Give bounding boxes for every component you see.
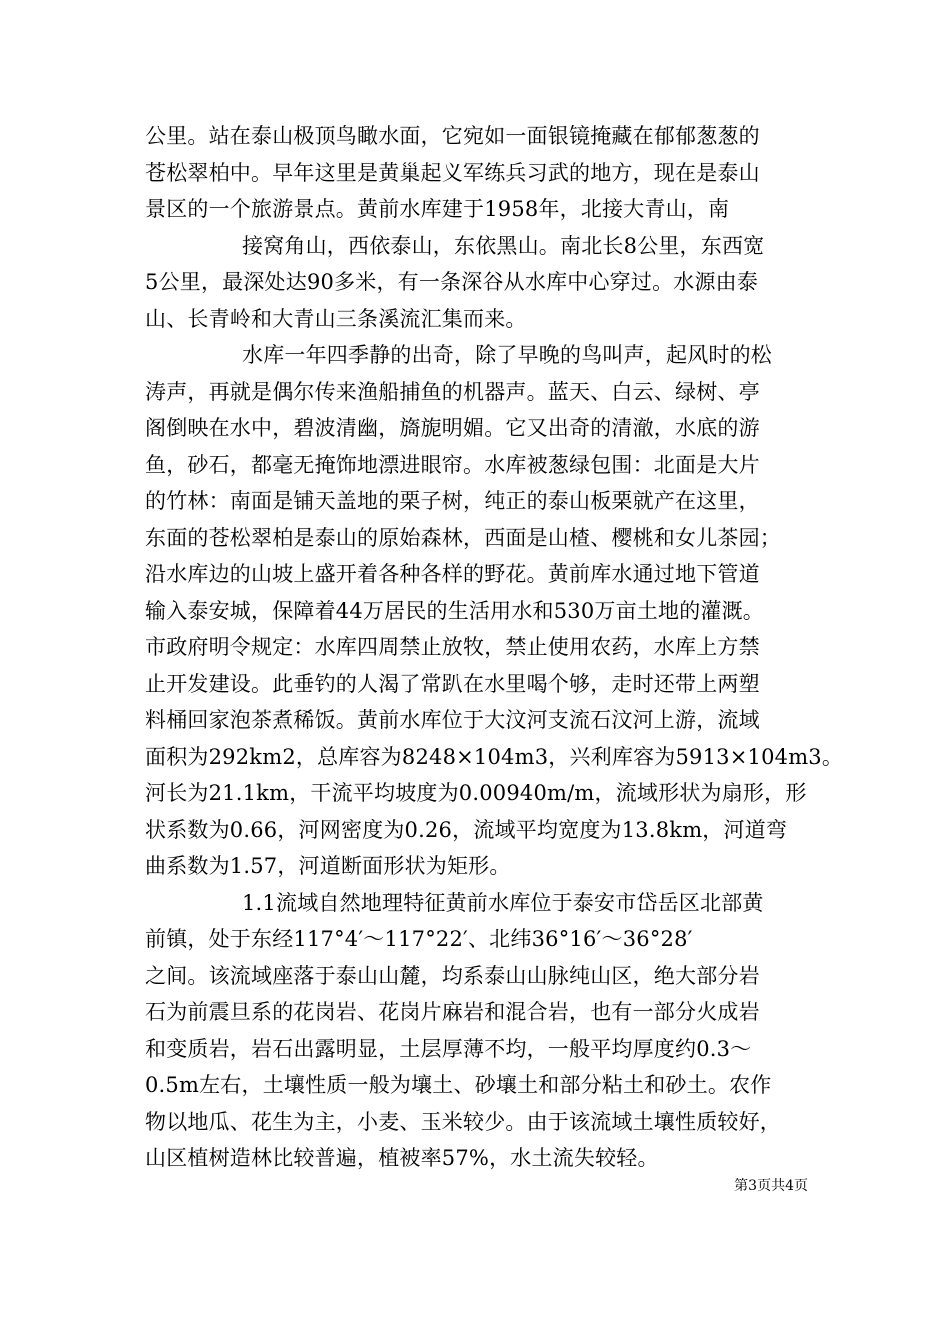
paragraph-2 xyxy=(145,228,815,338)
paragraph-1 xyxy=(145,118,815,228)
text-line: 鱼，砂石，都毫无掩饰地漂进眼帘。水库被葱绿包围：北面是大片 xyxy=(145,452,760,477)
paragraph-4 xyxy=(145,885,815,1177)
text-line: 5公里，最深处达90多米，有一条深谷从水库中心穿过。水源由泰 xyxy=(145,270,759,294)
text-line: 沿水库边的山坡上盛开着各种各样的野花。黄前库水通过地下管道 xyxy=(145,562,760,586)
document-body xyxy=(145,118,844,1177)
paragraph-3 xyxy=(145,337,844,885)
text-line: 料桶回家泡茶煮稀饭。黄前水库位于大汶河支流石汶河上游，流域 xyxy=(145,708,760,732)
text-line: 的竹林：南面是铺天盖地的栗子树，纯正的泰山板栗就产在这里， xyxy=(145,489,760,513)
text-line: 状系数为0.66，河网密度为0.26，流域平均宽度为13.8km，河道弯 xyxy=(145,817,788,842)
text-line: 山、长青岭和大青山三条溪流汇集而来。 xyxy=(145,306,527,331)
text-line: 止开发建设。此垂钓的人渴了常趴在水里喝个够，走时还带上两塑 xyxy=(145,671,760,696)
text-line: 0.5m左右，土壤性质一般为壤土、砂壤土和部分粘土和砂土。农作 xyxy=(145,1073,772,1097)
text-line: 前镇，处于东经117°4′～117°22′、北纬36°16′～36°28′ xyxy=(145,927,693,951)
text-line: 面积为292km2，总库容为8248×104m3，兴利库容为5913×104m3。 xyxy=(145,744,844,769)
text-line: 石为前震旦系的花岗岩、花岗片麻岩和混合岩，也有一部分火成岩 xyxy=(145,1000,760,1024)
text-line: 景区的一个旅游景点。黄前水库建于1958年，北接大青山，南 xyxy=(145,197,730,221)
text-line: 东面的苍松翠柏是泰山的原始森林，西面是山楂、樱桃和女儿茶园； xyxy=(145,525,781,550)
text-line: 接窝角山，西依泰山，东依黑山。南北长8公里，东西宽 xyxy=(242,233,765,258)
text-line: 输入泰安城，保障着44万居民的生活用水和530万亩土地的灌溉。 xyxy=(145,598,765,623)
text-line: 之间。该流域座落于泰山山麓，均系泰山山脉纯山区，绝大部分岩 xyxy=(145,963,760,988)
text-line: 涛声，再就是偶尔传来渔船捕鱼的机器声。蓝天、白云、绿树、亭 xyxy=(145,379,760,404)
text-line: 曲系数为1.57，河道断面形状为矩形。 xyxy=(145,854,511,878)
text-line: 河长为21.1km，干流平均坡度为0.00940m/m，流域形状为扇形，形 xyxy=(145,781,807,805)
text-line: 水库一年四季静的出奇，除了早晚的鸟叫声，起风时的松 xyxy=(242,343,772,367)
text-line: 1.1流域自然地理特征黄前水库位于泰安市岱岳区北部黄 xyxy=(242,890,764,915)
text-line: 和变质岩，岩石出露明显，土层厚薄不均，一般平均厚度约0.3～ xyxy=(145,1036,752,1061)
text-line: 山区植树造林比较普遍，植被率57%，水土流失较轻。 xyxy=(145,1146,659,1170)
text-line: 公里。站在泰山极顶鸟瞰水面，它宛如一面银镜掩藏在郁郁葱葱的 xyxy=(145,124,760,148)
text-line: 阁倒映在水中，碧波清幽，旖旎明媚。它又出奇的清澈，水底的游 xyxy=(145,416,760,440)
text-line: 市政府明令规定：水库四周禁止放牧，禁止使用农药，水库上方禁 xyxy=(145,635,760,659)
text-line: 苍松翠柏中。早年这里是黄巢起义军练兵习武的地方，现在是泰山 xyxy=(145,160,760,185)
page-number-footer: 第3页共4页 xyxy=(734,1178,808,1194)
text-line: 物以地瓜、花生为主，小麦、玉米较少。由于该流域土壤性质较好， xyxy=(145,1109,781,1134)
